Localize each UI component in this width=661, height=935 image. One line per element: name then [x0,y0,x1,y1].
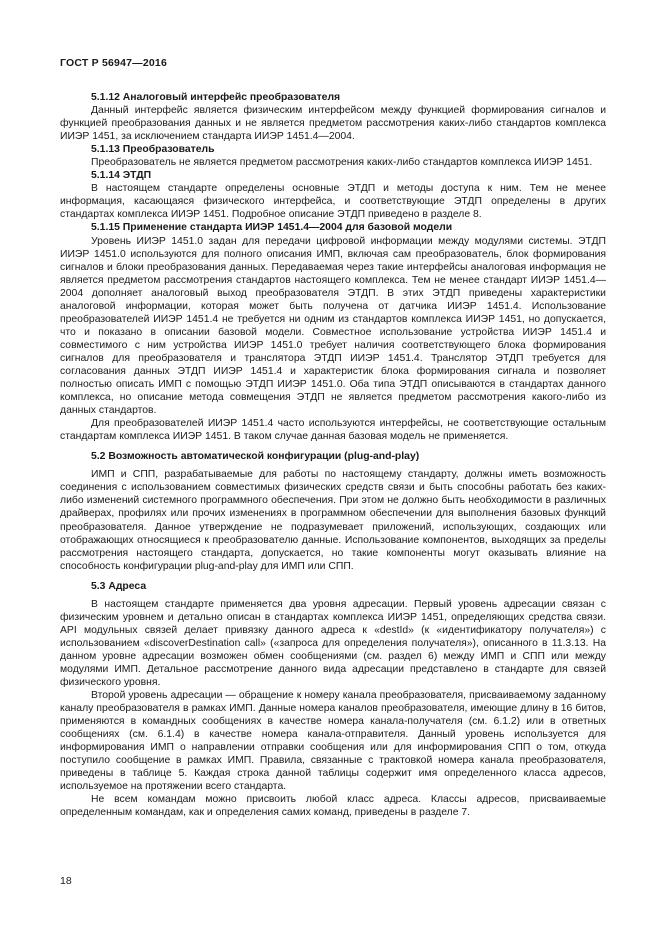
document-header: ГОСТ Р 56947—2016 [60,57,168,69]
section-heading-5-1-12: 5.1.12 Аналоговый интерфейс преобразователя [91,92,341,103]
paragraph: ИМП и СПП, разрабатываемые для работы по настоящему стандарту, должны иметь возможность соединения с использованием совместимых физических средств связи и быть способны работать без каких-либо изменений системного программного обеспечения. При этом не должно быть необходимости в различных драйверах, профилях или прочих изменениях в программном обеспечении для выполнения базовых функций преобразователя. Данное утверждение не подразумевает приложений, использующих, создающих или отображающих относящиеся к преобразователю данные. Использование компонентов, выходящих за пределы рассмотрения настоящего стандарта, допускается, но такие компоненты могут оказывать влияние на способность конфигурации plug-and-play для ИМП или СПП. [60,469,606,572]
paragraph: Для преобразователей ИИЭР 1451.4 часто используются интерфейсы, не соответствующие остальным стандартам комплекса ИИЭР 1451. В таком случае данная базовая модель не применяется. [60,418,606,443]
section-heading-5-1-13: 5.1.13 Преобразователь [91,144,215,156]
paragraph: Уровень ИИЭР 1451.0 задан для передачи цифровой информации между модулями системы. ЭТДП ИИЭР 1451.0 используются для полного описания ИМП, включая сам преобразователь, блок формирования сигналов и блоки преобразования данных. Передаваемая через такие интерфейсы аналоговая информация не является предметом рассмотрения стандартов настоящего комплекса. Тем не менее стандарт ИИЭР 1451.4—2004 дополняет аналоговый выход преобразователя ЭТДП. В этих ЭТДП приведены характеристики аналоговой информации, которая может быть получена от датчика ИИЭР 1451.4. Использование преобразователей ИИЭР 1451.4 не требуется ни одним из стандартов комплекса ИИЭР 1451, но допускается, что и показано в описании базовой модели. Совместное использование устройства ИИЭР 1451.4 и совместимого с ним устройства ИИЭР 1451.0 требует наличия соответствующего блока формирования сигналов для преобразователя и транслятора ЭТДП ИИЭР 1451.4. Транслятор ЭТДП требуется для согласования данных ЭТДП ИИЭР 1451.4 и характеристик блока формирования сигнала и позволяет полностью описать ИМП с помощью ЭТДП ИИЭР 1451.0. Оба типа ЭТДП описываются в стандартах данного комплекса, но описание метода совмещения ЭТДП не является предметом рассмотрения какого-либо из данных стандартов. [60,235,606,417]
section-heading-5-3: 5.3 Адреса [91,580,147,592]
document-body [60,91,606,820]
paragraph: В настоящем стандарте определены основные ЭТДП и методы доступа к ним. Тем не менее информация, касающаяся физического интерфейса, и соответствующие ЭТДП определены в других стандартах комплекса ИИЭР 1451. Подробное описание ЭТДП приведено в разделе 8. [60,183,606,221]
paragraph: Данный интерфейс является физическим интерфейсом между функцией формирования сигналов и функцией преобразования данных и не является предметом рассмотрения каких-либо стандартов комплекса ИИЭР 1451, за исключением стандарта ИИЭР 1451.4—2004. [60,105,606,143]
section-heading-5-2: 5.2 Возможность автоматической конфигурации (plug-and-play) [91,451,420,463]
paragraph: Преобразователь не является предметом рассмотрения каких-либо стандартов комплекса ИИЭР 1451. [91,157,593,169]
page-number: 18 [60,875,72,887]
paragraph: В настоящем стандарте применяется два уровня адресации. Первый уровень адресации связан с физическим уровнем и детально описан в стандартах комплекса ИИЭР 1451, определяющих средства связи. API модульных связей делает привязку данного адреса к «destId» (к «идентификатору получателя») с использованием «discoverDestination call» («запроса для определения получателя»), описанного в 11.3.13. На данном уровне адресации возможен обмен сообщениями (см. раздел 6) между ИМП и СПП или между модулями ИМП. Детальное рассмотрение данного вида адресации представлено в стандарте для связей физического уровня. [60,598,606,689]
section-heading-5-1-15: 5.1.15 Применение стандарта ИИЭР 1451.4—2004 для базовой модели [91,222,453,234]
paragraph: Не всем командам можно присвоить любой класс адреса. Классы адресов, присваиваемые определенным командам, как и определения самих команд, приведены в разделе 7. [60,794,606,819]
paragraph: Второй уровень адресации — обращение к номеру канала преобразователя, присваиваемому заданному каналу преобразователя в рамках ИМП. Данные номера каналов преобразователя, имеющие длину в 16 битов, применяются в командных сообщениях в качестве номера канала-получателя (см. 6.1.2) или в ответных сообщениях (см. 6.1.4) в качестве номера канала-отправителя. Данный уровень используется для информирования ИМП о направлении отправки сообщения или для информирования СПП о том, откуда поступило сообщение в рамках ИМП. Правила, связанные с трактовкой номера канала преобразователя, приведены в таблице 5. Каждая строка данной таблицы содержит имя определенного класса адресов, используемое на протяжении всего стандарта. [60,690,606,793]
section-heading-5-1-14: 5.1.14 ЭТДП [91,170,152,182]
